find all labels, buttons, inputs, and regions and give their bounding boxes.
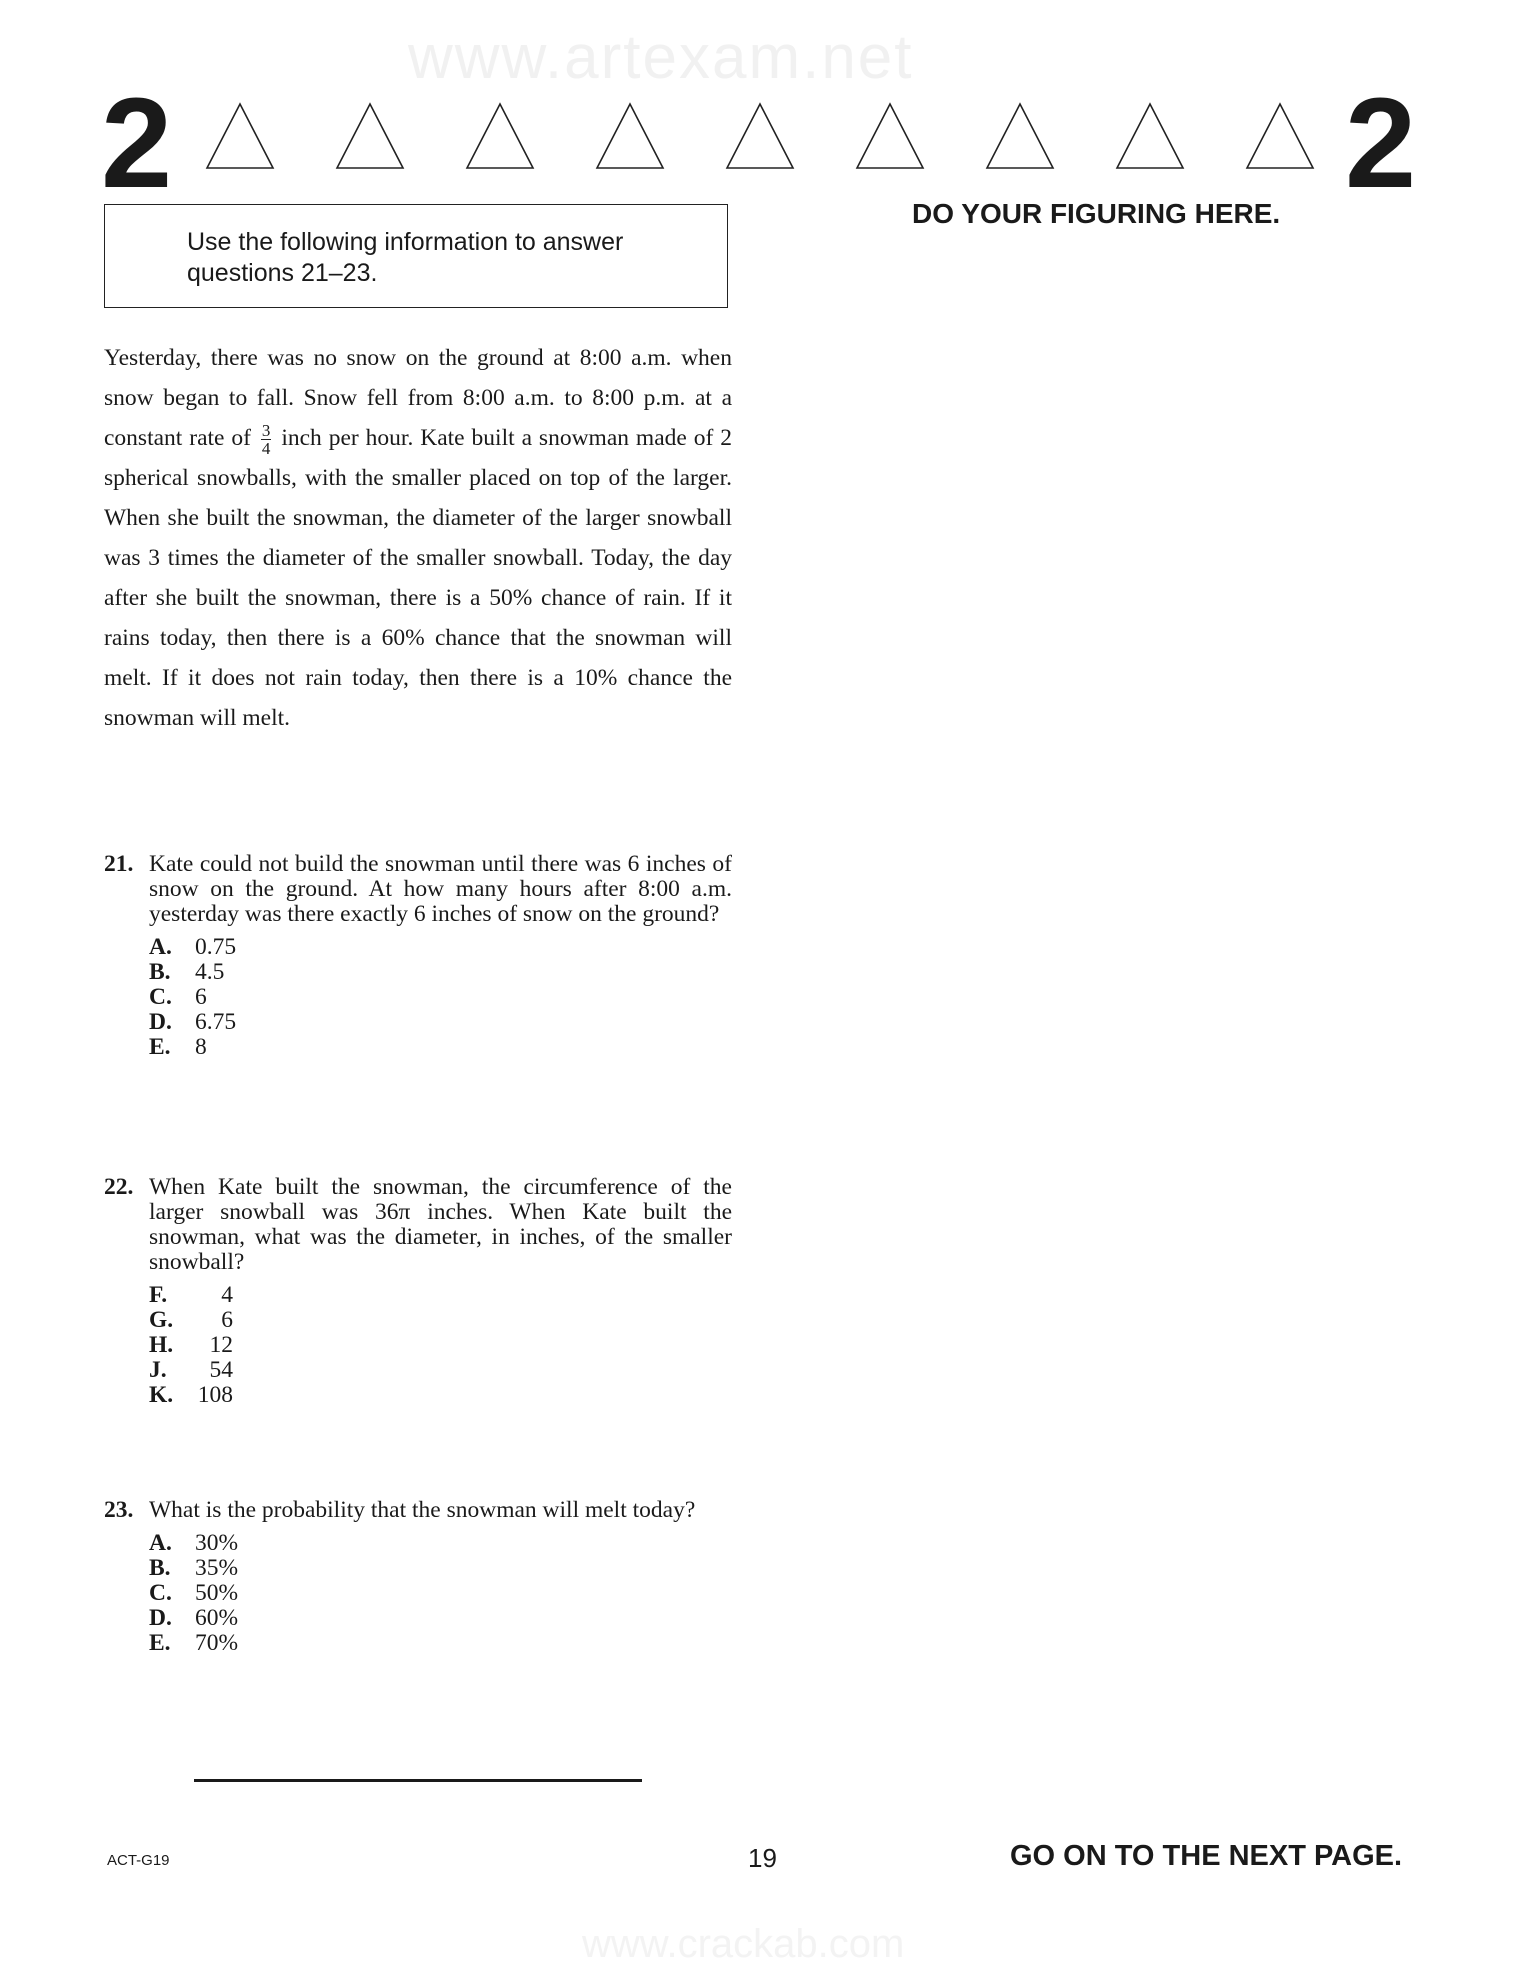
passage-part-1: Yesterday, there was no snow on the ground at 8:00 a.m. when snow began to fall. Snow fell from 8:00 a.m. to 8:00 p.m. at a constant rate of xyxy=(104,345,732,451)
question-21 xyxy=(104,852,732,1060)
choice-value: 0.75 xyxy=(195,934,237,960)
answer-choice-j[interactable] xyxy=(149,1358,732,1383)
triangle-icon xyxy=(207,104,273,168)
answer-choice-e[interactable] xyxy=(149,1631,732,1656)
choice-value: 30% xyxy=(195,1530,239,1556)
choice-value: 8 xyxy=(195,1034,207,1060)
answer-choice-k[interactable] xyxy=(149,1383,732,1408)
choice-value: 35% xyxy=(195,1555,239,1581)
choice-letter: G. xyxy=(149,1307,174,1333)
choice-letter: K. xyxy=(149,1382,174,1408)
question-number: 22. xyxy=(104,1174,134,1200)
info-box-text: Use the following information to answer questions 21–23. xyxy=(187,228,624,287)
answer-choices xyxy=(149,935,732,1060)
choice-value: 4.5 xyxy=(195,959,225,985)
triangle-row xyxy=(195,100,1325,172)
choice-letter: E. xyxy=(149,1034,171,1060)
answer-choices xyxy=(149,1283,732,1408)
answer-choice-a[interactable] xyxy=(149,935,732,960)
choice-value: 6 xyxy=(221,1307,233,1333)
answer-choice-c[interactable] xyxy=(149,985,732,1010)
triangle-icon xyxy=(857,104,923,168)
choice-letter: A. xyxy=(149,934,172,960)
choice-letter: F. xyxy=(149,1282,168,1308)
answer-choice-d[interactable] xyxy=(149,1010,732,1035)
question-number: 21. xyxy=(104,851,134,877)
go-to-next-page-label: GO ON TO THE NEXT PAGE. xyxy=(1010,1840,1403,1872)
choice-value: 70% xyxy=(195,1630,239,1656)
section-number-right: 2 xyxy=(1345,72,1417,215)
question-22 xyxy=(104,1175,732,1408)
watermark-bottom: www.crackab.com xyxy=(582,1922,905,1966)
info-box xyxy=(104,204,728,308)
choice-letter: B. xyxy=(149,1555,171,1581)
choice-value: 108 xyxy=(197,1382,233,1408)
triangle-icon xyxy=(727,104,793,168)
answer-choices xyxy=(149,1531,732,1656)
watermark-top: www.artexam.net xyxy=(408,23,914,92)
fraction-three-quarters xyxy=(261,422,272,457)
answer-choice-g[interactable] xyxy=(149,1308,732,1333)
triangle-icon xyxy=(597,104,663,168)
choice-value: 6 xyxy=(195,984,207,1010)
end-of-questions-rule xyxy=(194,1779,642,1782)
triangle-icon xyxy=(1247,104,1313,168)
page-number: 19 xyxy=(748,1843,777,1873)
test-form-code: ACT-G19 xyxy=(107,1852,170,1869)
answer-choice-e[interactable] xyxy=(149,1035,732,1060)
choice-value: 6.75 xyxy=(195,1009,237,1035)
triangle-icon xyxy=(987,104,1053,168)
answer-choice-c[interactable] xyxy=(149,1581,732,1606)
choice-value: 12 xyxy=(209,1332,233,1358)
choice-letter: D. xyxy=(149,1605,172,1631)
passage xyxy=(104,338,732,738)
figuring-area-label: DO YOUR FIGURING HERE. xyxy=(912,198,1281,229)
choice-value: 50% xyxy=(195,1580,239,1606)
choice-letter: D. xyxy=(149,1009,172,1035)
choice-letter: C. xyxy=(149,984,172,1010)
passage-part-2: inch per hour. Kate built a snowman made of 2 spherical snowballs, with the smaller placed on top of the larger. When she built the snowman, the diameter of the larger snowball was 3 times the diameter of the smaller snowball. Today, the day after she built the snowman, there is a 50% chance of rain. If it rains today, then there is a 60% chance that the snowman will melt. If it does not rain today, then there is a 10% chance the snowman will melt. xyxy=(104,425,733,731)
fraction-numerator: 3 xyxy=(261,421,271,441)
fraction-denominator: 4 xyxy=(261,439,271,459)
section-number-left: 2 xyxy=(101,72,173,215)
question-text: When Kate built the snowman, the circumference of the larger snowball was 36π inches. When Kate built the snowman, what was the diameter, in inches, of the smaller snowball? xyxy=(149,1174,732,1275)
choice-letter: C. xyxy=(149,1580,172,1606)
choice-letter: H. xyxy=(149,1332,174,1358)
choice-letter: A. xyxy=(149,1530,172,1556)
answer-choice-b[interactable] xyxy=(149,1556,732,1581)
answer-choice-h[interactable] xyxy=(149,1333,732,1358)
triangle-icon xyxy=(337,104,403,168)
question-23 xyxy=(104,1498,732,1656)
question-text: Kate could not build the snowman until there was 6 inches of snow on the ground. At how many hours after 8:00 a.m. yesterday was there exactly 6 inches of snow on the ground? xyxy=(149,851,732,927)
triangle-icon xyxy=(467,104,533,168)
answer-choice-a[interactable] xyxy=(149,1531,732,1556)
answer-choice-d[interactable] xyxy=(149,1606,732,1631)
choice-value: 4 xyxy=(221,1282,233,1308)
choice-letter: J. xyxy=(149,1357,167,1383)
question-number: 23. xyxy=(104,1497,134,1523)
choice-value: 54 xyxy=(209,1357,233,1383)
answer-choice-f[interactable] xyxy=(149,1283,732,1308)
answer-choice-b[interactable] xyxy=(149,960,732,985)
question-text: What is the probability that the snowman will melt today? xyxy=(149,1497,696,1523)
triangle-icon xyxy=(1117,104,1183,168)
choice-letter: E. xyxy=(149,1630,171,1656)
choice-letter: B. xyxy=(149,959,171,985)
choice-value: 60% xyxy=(195,1605,239,1631)
